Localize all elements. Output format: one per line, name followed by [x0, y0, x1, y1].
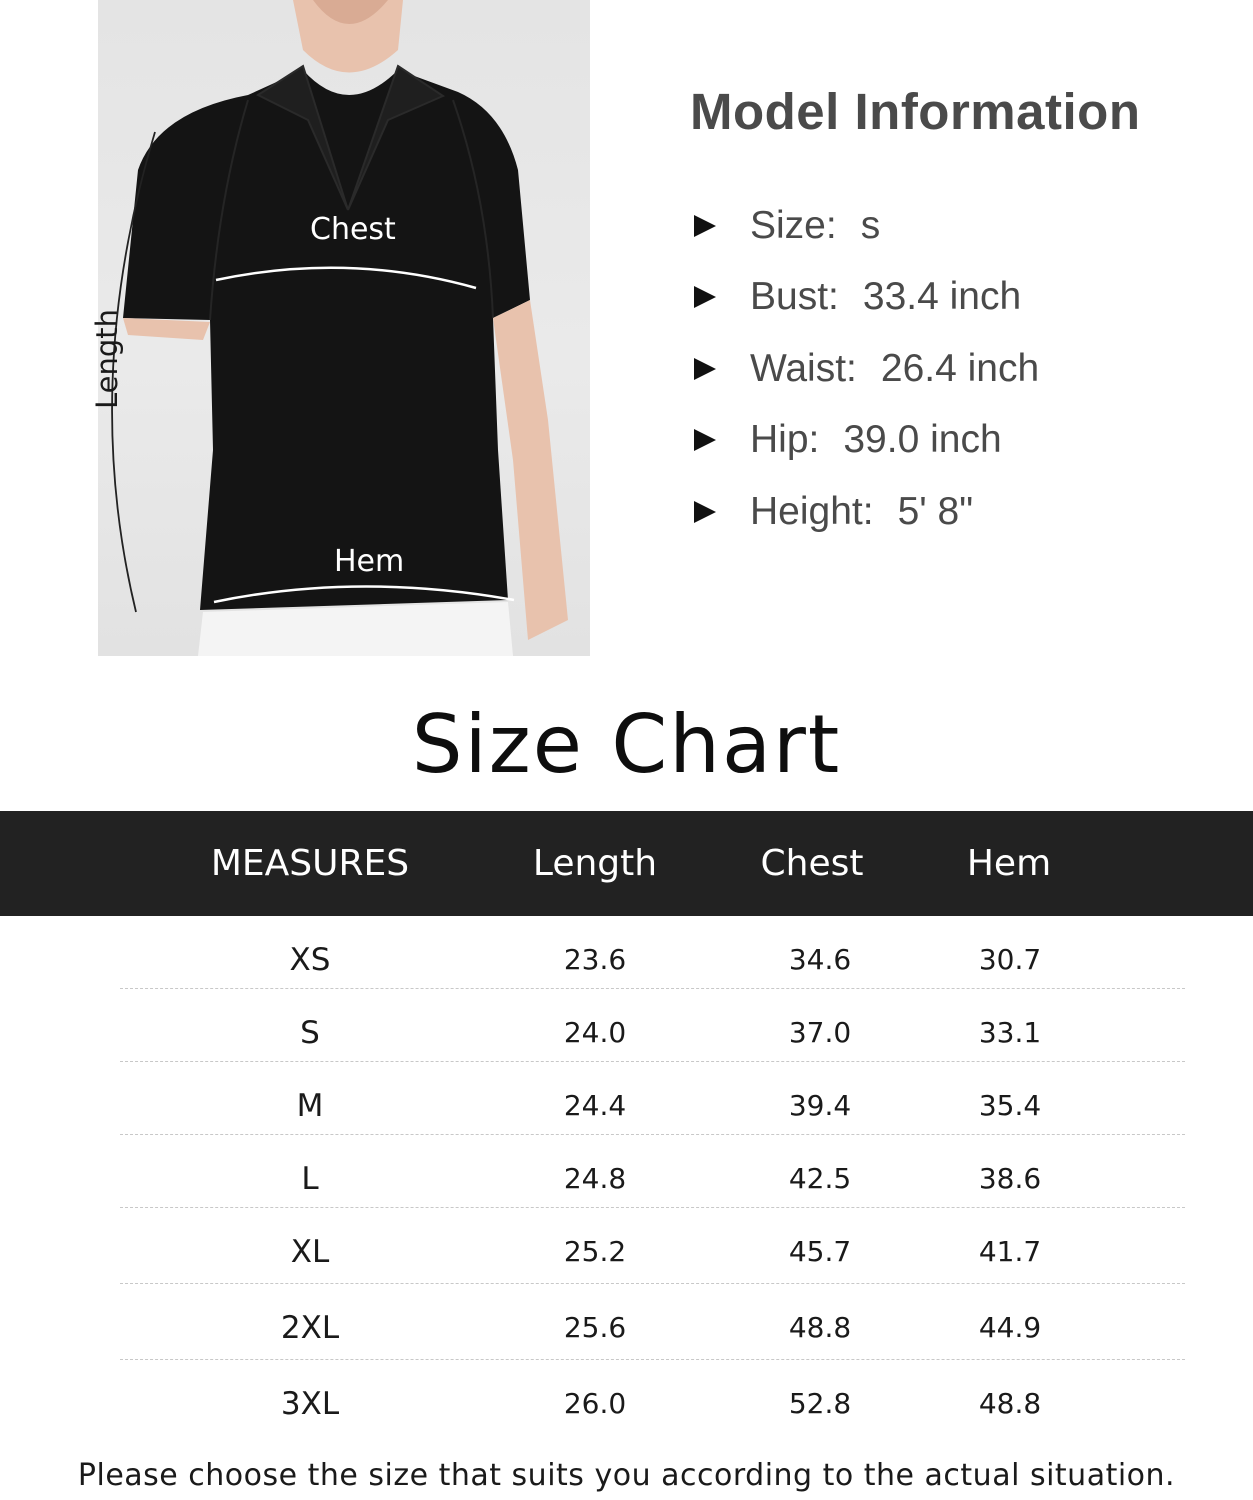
model-info-item: [694, 476, 1039, 548]
size-cell: 3XL: [280, 1386, 340, 1422]
table-row: [120, 989, 1185, 1062]
size-cell: M: [296, 1088, 324, 1124]
model-info-list: [694, 190, 1039, 548]
info-key: Size:: [750, 203, 837, 247]
hem-cell: 38.6: [978, 1162, 1042, 1195]
info-value: 26.4 inch: [880, 346, 1040, 390]
triangle-bullet-icon: [694, 358, 716, 380]
info-value: s: [860, 203, 881, 247]
triangle-bullet-icon: [694, 429, 716, 451]
chest-cell: 45.7: [788, 1235, 852, 1268]
size-chart-footnote: Please choose the size that suits you according to the actual situation.: [77, 1458, 1176, 1493]
size-cell: S: [300, 1015, 320, 1051]
info-value: 39.0 inch: [843, 418, 1002, 462]
length-cell: 25.2: [563, 1235, 627, 1268]
model-info-item: [694, 262, 1039, 334]
hem-cell: 30.7: [978, 943, 1042, 976]
size-chart-title: Size Chart: [411, 698, 842, 791]
chest-cell: 52.8: [788, 1387, 852, 1420]
chest-cell: 34.6: [788, 943, 852, 976]
length-label: Length: [90, 308, 124, 410]
header-length: Length: [532, 843, 658, 884]
info-key: Height:: [750, 489, 874, 533]
table-row: [120, 1135, 1185, 1208]
length-cell: 24.8: [563, 1162, 627, 1195]
table-row: [120, 1062, 1185, 1135]
table-row: [120, 1360, 1185, 1435]
header-hem: Hem: [966, 843, 1052, 884]
table-row: [120, 1284, 1185, 1360]
info-value: 5' 8": [897, 489, 974, 533]
triangle-bullet-icon: [694, 286, 716, 308]
header-chest: Chest: [760, 843, 864, 884]
size-chart-table: [120, 916, 1185, 1435]
length-cell: 24.4: [563, 1089, 627, 1122]
info-key: Bust:: [750, 275, 839, 319]
hem-cell: 48.8: [978, 1387, 1042, 1420]
hem-cell: 44.9: [978, 1311, 1042, 1344]
table-row: [120, 916, 1185, 989]
hem-cell: 33.1: [978, 1016, 1042, 1049]
hem-cell: 35.4: [978, 1089, 1042, 1122]
size-cell: XS: [289, 942, 331, 978]
chest-cell: 37.0: [788, 1016, 852, 1049]
info-key: Hip:: [750, 418, 820, 462]
triangle-bullet-icon: [694, 501, 716, 523]
size-cell: 2XL: [280, 1310, 340, 1346]
model-info-title: Model Information: [690, 83, 1141, 140]
length-cell: 23.6: [563, 943, 627, 976]
length-cell: 25.6: [563, 1311, 627, 1344]
size-cell: L: [301, 1161, 319, 1197]
model-info-item: [694, 190, 1039, 262]
size-chart-header: [0, 811, 1253, 916]
model-info-item: [694, 405, 1039, 477]
chest-cell: 39.4: [788, 1089, 852, 1122]
length-cell: 26.0: [563, 1387, 627, 1420]
size-cell: XL: [290, 1234, 330, 1270]
table-row: [120, 1208, 1185, 1284]
triangle-bullet-icon: [694, 215, 716, 237]
hem-cell: 41.7: [978, 1235, 1042, 1268]
info-value: 33.4 inch: [862, 275, 1022, 319]
chest-cell: 48.8: [788, 1311, 852, 1344]
info-key: Waist:: [750, 346, 857, 390]
chest-label: Chest: [310, 212, 396, 247]
model-info-item: [694, 333, 1039, 405]
header-measures: MEASURES: [210, 843, 410, 884]
chest-cell: 42.5: [788, 1162, 852, 1195]
length-cell: 24.0: [563, 1016, 627, 1049]
hem-label: Hem: [334, 544, 405, 579]
